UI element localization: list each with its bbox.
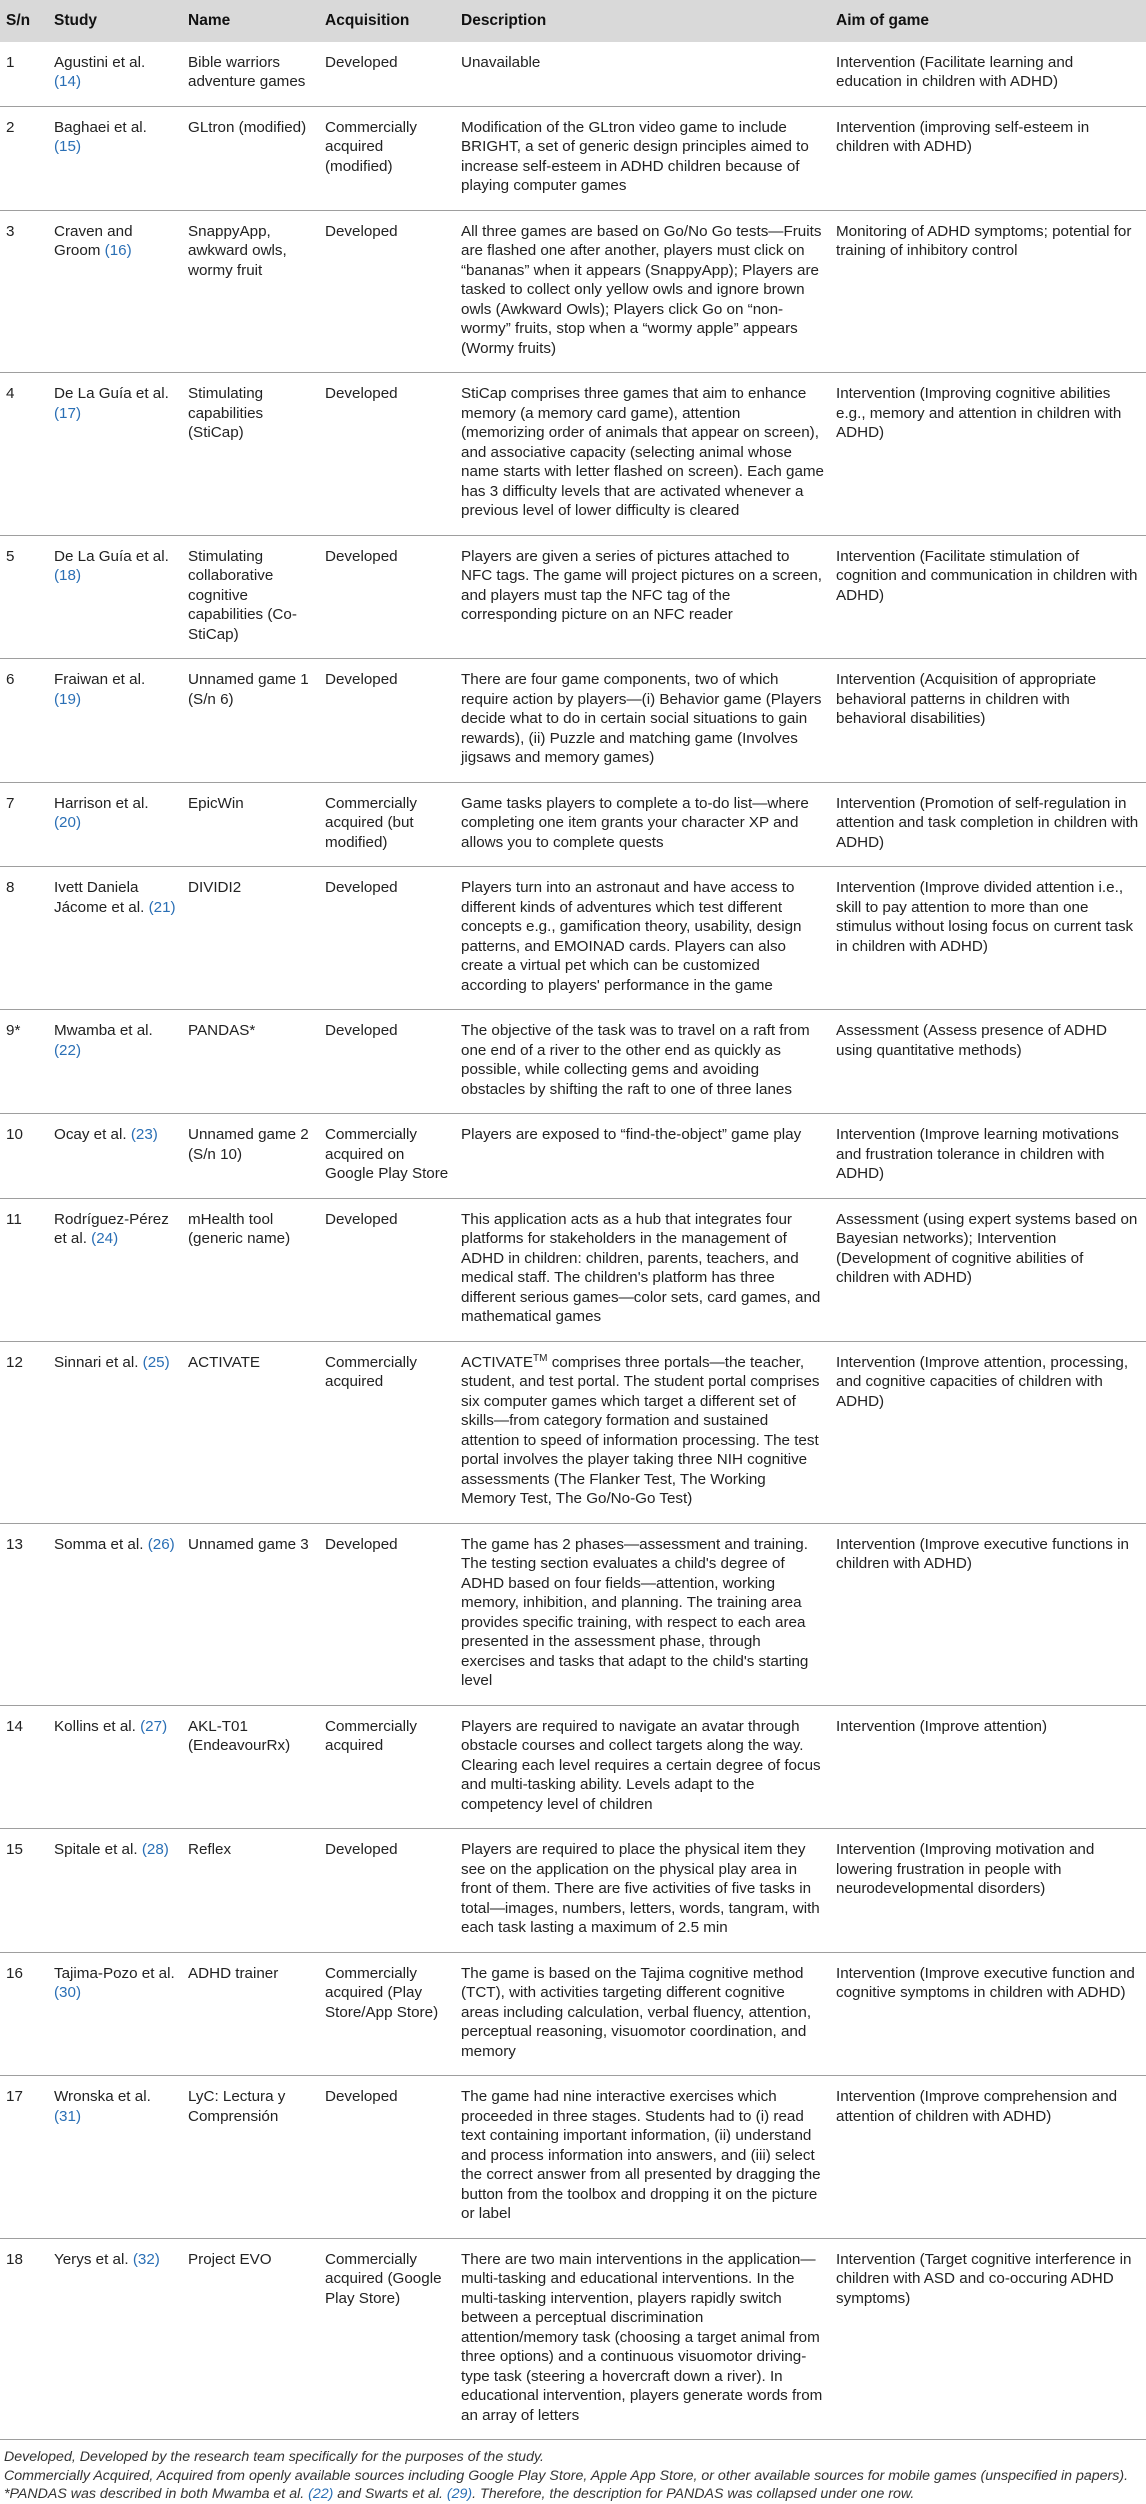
cell-aim <box>830 373 1146 536</box>
cell-study <box>48 1705 182 1829</box>
cell-name <box>182 1705 319 1829</box>
game-description: The objective of the task was to travel on a raft from one end of a river to the other end as quickly as possible, while collecting gems and avoiding obstacles by shifting the raft to one of three lanes <box>461 1022 810 1098</box>
table-row <box>0 106 1146 210</box>
game-name: LyC: Lectura y Comprensión <box>188 2088 286 2125</box>
cell-study <box>48 106 182 210</box>
cell-sn <box>0 2238 48 2440</box>
reference-link[interactable]: (32) <box>132 2250 160 2268</box>
game-description: The game is based on the Tajima cognitive method (TCT), with activities targeting different cognitive areas including calculation, verbal fluency, attention, perceptual reasoning, visuomotor coordination, and memory <box>461 1964 812 2060</box>
cell-acquisition <box>319 2076 455 2239</box>
game-description: Players are given a series of pictures attached to NFC tags. The game will project pictures on a screen, and players must tap the NFC tag of the corresponding picture on an NFC reader <box>461 547 822 623</box>
cell-sn <box>0 210 48 373</box>
header-acquisition: Acquisition <box>325 12 410 29</box>
game-description: All three games are based on Go/No Go tests—Fruits are flashed one after another, players must click on “bananas” when it appears (SnappyApp); Players are tasked to collect only yellow owls and ignore brown owls (Awkward Owls); Players click Go on “non-wormy” fruits, stop when a “wormy apple” appears (Wormy fruits) <box>461 222 822 357</box>
game-description: StiCap comprises three games that aim to enhance memory (a memory card game), attention (memorizing order of animals that appear on screen), and associative capacity (selecting animal whose name starts with letter flashed on screen). Each game has 3 difficulty levels that are activated whenever a previous level of lower difficulty is cleared <box>461 385 824 519</box>
table-row <box>0 1952 1146 2076</box>
cell-aim <box>830 782 1146 867</box>
game-description: There are four game components, two of which require action by players—(i) Behavior game (Players decide what to do in certain social situations to gain rewards), (ii) Puzzle and matching game (Involves jigsaws and memory games) <box>461 671 822 766</box>
cell-name <box>182 210 319 373</box>
footnote-ref-link[interactable]: (29) <box>446 2486 473 2502</box>
study-author: De La Guía et al. <box>54 385 169 402</box>
cell-name <box>182 1341 319 1523</box>
game-name: Unnamed game 2 (S/n 10) <box>188 1126 309 1163</box>
study-author: Ivett Daniela Jácome et al. <box>54 879 145 916</box>
game-description: Players are required to place the physical item they see on the application on the physical play area in front of them. There are five activities of five tasks in total—images, numbers, letters, words, tangram, with each task lasting a maximum of 2.5 min <box>461 1841 820 1936</box>
cell-study <box>48 1198 182 1341</box>
cell-study <box>48 373 182 536</box>
table-body <box>0 42 1146 2440</box>
cell-acquisition <box>319 373 455 536</box>
cell-description <box>455 210 830 373</box>
game-description: comprises three portals—the teacher, student, and test portal. The student portal comprises six computer games which target a different set of skills—from category formation and sustained attention to speed of information processing. The test portal involves the player taking three NIH cognitive assessments (The Flanker Test, The Working Memory Test, The Go/No-Go Test) <box>461 1353 820 1507</box>
cell-study <box>48 2238 182 2440</box>
game-name: EpicWin <box>188 794 244 812</box>
cell-acquisition <box>319 1705 455 1829</box>
game-aim: Intervention (Promotion of self-regulation in attention and task completion in children with ADHD) <box>836 794 1139 851</box>
acquisition-type: Developed <box>325 879 398 896</box>
cell-description <box>455 1705 830 1829</box>
cell-sn <box>0 782 48 867</box>
table-row <box>0 42 1146 107</box>
game-description: Unavailable <box>461 53 541 71</box>
game-description: This application acts as a hub that integrates four platforms for stakeholders in the management of ADHD in children: children, parents, teachers, and medical staff. The children's platform has three different serious games—color sets, card games, and mathematical games <box>461 1210 821 1325</box>
cell-description <box>455 42 830 107</box>
game-aim: Intervention (Improve divided attention i.e., skill to pay attention to more than one stimulus without losing focus on current task in children with ADHD) <box>836 879 1134 955</box>
cell-acquisition <box>319 1829 455 1953</box>
cell-acquisition <box>319 1523 455 1705</box>
acquisition-type: Commercially acquired on Google Play Store <box>325 1126 449 1182</box>
reference-link[interactable]: (20) <box>54 814 82 831</box>
table-row <box>0 1829 1146 1953</box>
cell-name <box>182 1010 319 1114</box>
cell-sn <box>0 1829 48 1953</box>
table-row <box>0 2076 1146 2239</box>
study-author: Agustini et al. <box>54 53 146 71</box>
game-description: Game tasks players to complete a to-do list—where completing one item grants your character XP and allows you to complete quests <box>461 794 809 851</box>
game-aim: Intervention (Improving motivation and lowering frustration in people with neurodevelopmental disorders) <box>836 1841 1095 1897</box>
cell-description <box>455 1198 830 1341</box>
cell-study <box>48 42 182 107</box>
cell-study <box>48 1010 182 1114</box>
game-aim: Intervention (Acquisition of appropriate behavioral patterns in children with behavioral disabilities) <box>836 671 1097 727</box>
cell-acquisition <box>319 210 455 373</box>
table-row <box>0 1705 1146 1829</box>
cell-sn <box>0 42 48 107</box>
cell-aim <box>830 210 1146 373</box>
game-description: Players are required to navigate an avatar through obstacle courses and collect targets along the way. Clearing each level requires a certain degree of focus and multi-tasking ability. Levels adapt to the competency level of children <box>461 1717 821 1813</box>
cell-sn <box>0 1198 48 1341</box>
cell-description <box>455 782 830 867</box>
game-aim: Assessment (using expert systems based on Bayesian networks); Intervention (Development of cognitive abilities of children with ADHD) <box>836 1210 1138 1286</box>
cell-description <box>455 1341 830 1523</box>
cell-description <box>455 373 830 536</box>
cell-sn <box>0 659 48 783</box>
cell-name <box>182 1198 319 1341</box>
row-number: 4 <box>6 385 15 402</box>
header-sn: S/n <box>6 12 31 29</box>
row-number: 18 <box>6 2250 23 2268</box>
cell-description <box>455 535 830 659</box>
game-name: PANDAS* <box>188 1022 256 1039</box>
study-author: Craven and Groom <box>54 222 133 259</box>
cell-name <box>182 373 319 536</box>
study-author: Kollins et al. <box>54 1717 136 1735</box>
cell-acquisition <box>319 867 455 1010</box>
trademark-mark: TM <box>533 1352 548 1364</box>
cell-aim <box>830 2238 1146 2440</box>
game-name: Unnamed game 1 (S/n 6) <box>188 671 309 708</box>
acquisition-type: Commercially acquired <box>325 1717 417 1754</box>
cell-acquisition <box>319 782 455 867</box>
cell-study <box>48 782 182 867</box>
cell-name <box>182 1829 319 1953</box>
cell-study <box>48 867 182 1010</box>
row-number: 9* <box>6 1022 21 1039</box>
cell-acquisition <box>319 1341 455 1523</box>
cell-acquisition <box>319 1010 455 1114</box>
reference-link[interactable]: (24) <box>91 1230 119 1247</box>
header-row <box>0 0 1146 42</box>
row-number: 13 <box>6 1535 23 1553</box>
acquisition-type: Commercially acquired (modified) <box>325 118 417 175</box>
cell-description <box>455 1010 830 1114</box>
cell-acquisition <box>319 106 455 210</box>
game-name: Project EVO <box>188 2250 272 2268</box>
cell-description <box>455 1114 830 1199</box>
cell-description <box>455 2238 830 2440</box>
study-author: Fraiwan et al. <box>54 671 146 688</box>
table-row <box>0 210 1146 373</box>
acquisition-type: Developed <box>325 1210 398 1228</box>
game-aim: Intervention (Facilitate learning and education in children with ADHD) <box>836 53 1074 90</box>
game-aim: Intervention (Improve attention) <box>836 1717 1048 1735</box>
game-aim: Intervention (Target cognitive interference in children with ASD and co-occuring ADHD symptoms) <box>836 2250 1132 2307</box>
game-name: AKL-T01 (EndeavourRx) <box>188 1717 291 1754</box>
table-row <box>0 1341 1146 1523</box>
cell-description <box>455 867 830 1010</box>
header-aim: Aim of game <box>836 12 930 29</box>
cell-sn <box>0 1705 48 1829</box>
cell-study <box>48 210 182 373</box>
row-number: 15 <box>6 1841 23 1858</box>
cell-acquisition <box>319 1114 455 1199</box>
study-author: Ocay et al. <box>54 1126 127 1143</box>
cell-aim <box>830 535 1146 659</box>
cell-name <box>182 106 319 210</box>
cell-sn <box>0 1523 48 1705</box>
cell-study <box>48 535 182 659</box>
study-author: Wronska et al. <box>54 2088 151 2105</box>
cell-aim <box>830 1523 1146 1705</box>
cell-sn <box>0 867 48 1010</box>
table-row <box>0 867 1146 1010</box>
cell-aim <box>830 106 1146 210</box>
game-name: Unnamed game 3 <box>188 1535 309 1553</box>
game-aim: Monitoring of ADHD symptoms; potential for training of inhibitory control <box>836 222 1132 259</box>
row-number: 8 <box>6 879 15 896</box>
cell-aim <box>830 1341 1146 1523</box>
game-name: SnappyApp, awkward owls, wormy fruit <box>188 222 287 279</box>
acquisition-type: Developed <box>325 1841 398 1858</box>
acquisition-type: Commercially acquired <box>325 1353 417 1390</box>
game-description: Players turn into an astronaut and have access to different kinds of adventures which test different concepts e.g., gamification theory, usability, design patterns, and EMOINAD cards. Players can also create a virtual pet which can be customized according to players' performance in the game <box>461 879 802 994</box>
cell-acquisition <box>319 659 455 783</box>
row-number: 17 <box>6 2088 23 2105</box>
game-aim: Intervention (Improve comprehension and attention of children with ADHD) <box>836 2088 1118 2125</box>
footnote-developed: Developed, Developed by the research team specifically for the purposes of the study. <box>4 2449 544 2465</box>
cell-description <box>455 1829 830 1953</box>
game-aim: Intervention (Facilitate stimulation of cognition and communication in children with ADHD) <box>836 547 1138 604</box>
reference-link[interactable]: (19) <box>54 690 82 708</box>
table-row <box>0 1198 1146 1341</box>
cell-aim <box>830 2076 1146 2239</box>
footnote-ref-link[interactable]: (22) <box>308 2486 334 2502</box>
cell-acquisition <box>319 42 455 107</box>
game-aim: Intervention (Improving cognitive abilities e.g., memory and attention in children with ADHD) <box>836 385 1122 441</box>
study-author: Harrison et al. <box>54 794 149 812</box>
cell-name <box>182 1952 319 2076</box>
row-number: 3 <box>6 222 15 240</box>
game-aim: Intervention (Improve executive functions in children with ADHD) <box>836 1535 1129 1572</box>
table-row <box>0 1010 1146 1114</box>
game-description: Modification of the GLtron video game to include BRIGHT, a set of generic design principles aimed to increase self-esteem in ADHD children because of playing computer games <box>461 118 809 194</box>
table-row <box>0 373 1146 536</box>
acquisition-type: Developed <box>325 385 398 402</box>
cell-name <box>182 1523 319 1705</box>
study-author: Rodríguez-Pérez et al. <box>54 1210 169 1247</box>
footnote-pandas-text: *PANDAS was described in both Mwamba et al. <box>4 2486 309 2502</box>
game-description: Players are exposed to “find-the-object” game play <box>461 1126 802 1143</box>
acquisition-type: Commercially acquired (but modified) <box>325 794 417 851</box>
row-number: 1 <box>6 53 15 71</box>
cell-acquisition <box>319 2238 455 2440</box>
cell-aim <box>830 1705 1146 1829</box>
table-header <box>0 0 1146 42</box>
study-author: Baghaei et al. <box>54 118 147 136</box>
table-row <box>0 659 1146 783</box>
cell-sn <box>0 373 48 536</box>
footnote-pandas-text: . Therefore, the description for PANDAS was collapsed under one row. <box>472 2486 915 2502</box>
game-name: Reflex <box>188 1841 232 1858</box>
footnote-pandas <box>4 2485 1142 2504</box>
game-aim: Assessment (Assess presence of ADHD using quantitative methods) <box>836 1022 1107 1059</box>
game-description: The game has 2 phases—assessment and training. The testing section evaluates a child's degree of ADHD based on four fields—attention, working memory, inhibition, and planning. The training area provides specific training, with respect to each area presented in the assessment phase, through exercises and tasks that adapt to the child's starting level <box>461 1535 809 1689</box>
game-name: DIVIDI2 <box>188 879 242 896</box>
cell-description <box>455 106 830 210</box>
game-description: The game had nine interactive exercises which proceeded in three stages. Students had to (i) read text containing important information, (ii) understand and process information into answers, and (iii) select the correct answer from all presented by dragging the button from the toolbox and dropping it on the picture or label <box>461 2088 821 2222</box>
reference-link[interactable]: (25) <box>142 1353 170 1371</box>
reference-link[interactable]: (22) <box>54 1041 82 1059</box>
cell-name <box>182 1114 319 1199</box>
cell-description <box>455 1952 830 2076</box>
footnote-pandas-text: and Swarts et al. <box>333 2486 447 2502</box>
game-aim: Intervention (Improve executive function and cognitive symptoms in children with ADHD) <box>836 1964 1135 2001</box>
cell-acquisition <box>319 1952 455 2076</box>
cell-name <box>182 659 319 783</box>
row-number: 14 <box>6 1717 23 1735</box>
cell-study <box>48 2076 182 2239</box>
game-description: There are two main interventions in the application—multi-tasking and educational interventions. In the multi-tasking intervention, players rapidly switch between a perceptual discrimination attention/memory task (choosing a target animal from three options) and a continuous visuomotor driving-type task (steering a hovercraft down a river). In educational intervention, players generate words from an array of letters <box>461 2250 823 2424</box>
study-author: Somma et al. <box>54 1535 144 1553</box>
cell-aim <box>830 42 1146 107</box>
reference-link[interactable]: (17) <box>54 404 82 422</box>
table-row <box>0 535 1146 659</box>
reference-link[interactable]: (30) <box>54 1984 82 2001</box>
game-aim: Intervention (Improve attention, processing, and cognitive capacities of children with ADHD) <box>836 1353 1129 1410</box>
cell-name <box>182 535 319 659</box>
cell-acquisition <box>319 1198 455 1341</box>
reference-link[interactable]: (15) <box>54 138 82 155</box>
cell-description <box>455 1523 830 1705</box>
cell-aim <box>830 1952 1146 2076</box>
row-number: 2 <box>6 118 15 136</box>
reference-link[interactable]: (26) <box>147 1535 175 1553</box>
game-name: GLtron (modified) <box>188 118 307 136</box>
cell-name <box>182 2238 319 2440</box>
cell-study <box>48 659 182 783</box>
table-row <box>0 782 1146 867</box>
game-name: mHealth tool (generic name) <box>188 1210 291 1247</box>
row-number: 10 <box>6 1126 23 1143</box>
cell-name <box>182 2076 319 2239</box>
description-prefix: ACTIVATE <box>461 1353 534 1371</box>
game-name: Stimulating collaborative cognitive capabilities (Co-StiCap) <box>188 547 297 643</box>
game-aim: Intervention (Improve learning motivations and frustration tolerance in children with ADHD) <box>836 1126 1119 1182</box>
table-row <box>0 1523 1146 1705</box>
cell-aim <box>830 867 1146 1010</box>
cell-name <box>182 782 319 867</box>
acquisition-type: Developed <box>325 222 398 240</box>
table-row <box>0 1114 1146 1199</box>
acquisition-type: Developed <box>325 671 398 688</box>
cell-sn <box>0 1010 48 1114</box>
reference-link[interactable]: (28) <box>141 1841 169 1858</box>
acquisition-type: Developed <box>325 1535 398 1553</box>
reference-link[interactable]: (21) <box>148 898 176 916</box>
cell-sn <box>0 1952 48 2076</box>
footnote-commercial: Commercially Acquired, Acquired from openly available sources including Google Play Store, Apple App Store, or other available sources for mobile games (unspecified in papers). <box>4 2467 1129 2484</box>
cell-name <box>182 867 319 1010</box>
cell-study <box>48 1952 182 2076</box>
game-name: ADHD trainer <box>188 1964 279 1982</box>
game-name: ACTIVATE <box>188 1353 261 1371</box>
game-name: Bible warriors adventure games <box>188 53 306 90</box>
cell-sn <box>0 1114 48 1199</box>
cell-description <box>455 2076 830 2239</box>
cell-study <box>48 1829 182 1953</box>
header-name: Name <box>188 12 231 29</box>
cell-study <box>48 1341 182 1523</box>
acquisition-type: Developed <box>325 547 398 565</box>
game-name: Stimulating capabilities (StiCap) <box>188 385 264 441</box>
cell-aim <box>830 659 1146 783</box>
acquisition-type: Developed <box>325 53 398 71</box>
acquisition-type: Commercially acquired (Play Store/App Store) <box>325 1964 439 2021</box>
cell-acquisition <box>319 535 455 659</box>
acquisition-type: Commercially acquired (Google Play Store) <box>325 2250 442 2307</box>
header-study: Study <box>54 12 98 29</box>
table-footnotes <box>0 2440 1146 2504</box>
study-author: Spitale et al. <box>54 1841 138 1858</box>
cell-description <box>455 659 830 783</box>
row-number: 7 <box>6 794 15 812</box>
cell-study <box>48 1523 182 1705</box>
reference-link[interactable]: (14) <box>54 73 82 90</box>
cell-aim <box>830 1829 1146 1953</box>
cell-aim <box>830 1010 1146 1114</box>
reference-link[interactable]: (18) <box>54 567 82 584</box>
cell-sn <box>0 2076 48 2239</box>
row-number: 5 <box>6 547 15 565</box>
study-author: Tajima-Pozo et al. <box>54 1964 175 1982</box>
cell-aim <box>830 1198 1146 1341</box>
cell-sn <box>0 106 48 210</box>
acquisition-type: Developed <box>325 1022 398 1039</box>
row-number: 16 <box>6 1964 23 1982</box>
row-number: 6 <box>6 671 15 688</box>
table-row <box>0 2238 1146 2440</box>
header-description: Description <box>461 12 547 29</box>
study-author: Sinnari et al. <box>54 1353 139 1371</box>
acquisition-type: Developed <box>325 2088 398 2105</box>
cell-aim <box>830 1114 1146 1199</box>
game-aim: Intervention (improving self-esteem in children with ADHD) <box>836 118 1090 155</box>
study-author: Yerys et al. <box>54 2250 129 2268</box>
reference-link[interactable]: (31) <box>54 2107 82 2125</box>
row-number: 12 <box>6 1353 23 1371</box>
cell-sn <box>0 1341 48 1523</box>
row-number: 11 <box>6 1210 22 1228</box>
study-author: De La Guía et al. <box>54 547 169 565</box>
reference-link[interactable]: (16) <box>104 242 132 259</box>
reference-link[interactable]: (23) <box>130 1126 158 1143</box>
cell-sn <box>0 535 48 659</box>
cell-study <box>48 1114 182 1199</box>
cell-name <box>182 42 319 107</box>
reference-link[interactable]: (27) <box>140 1717 168 1735</box>
study-author: Mwamba et al. <box>54 1022 153 1039</box>
